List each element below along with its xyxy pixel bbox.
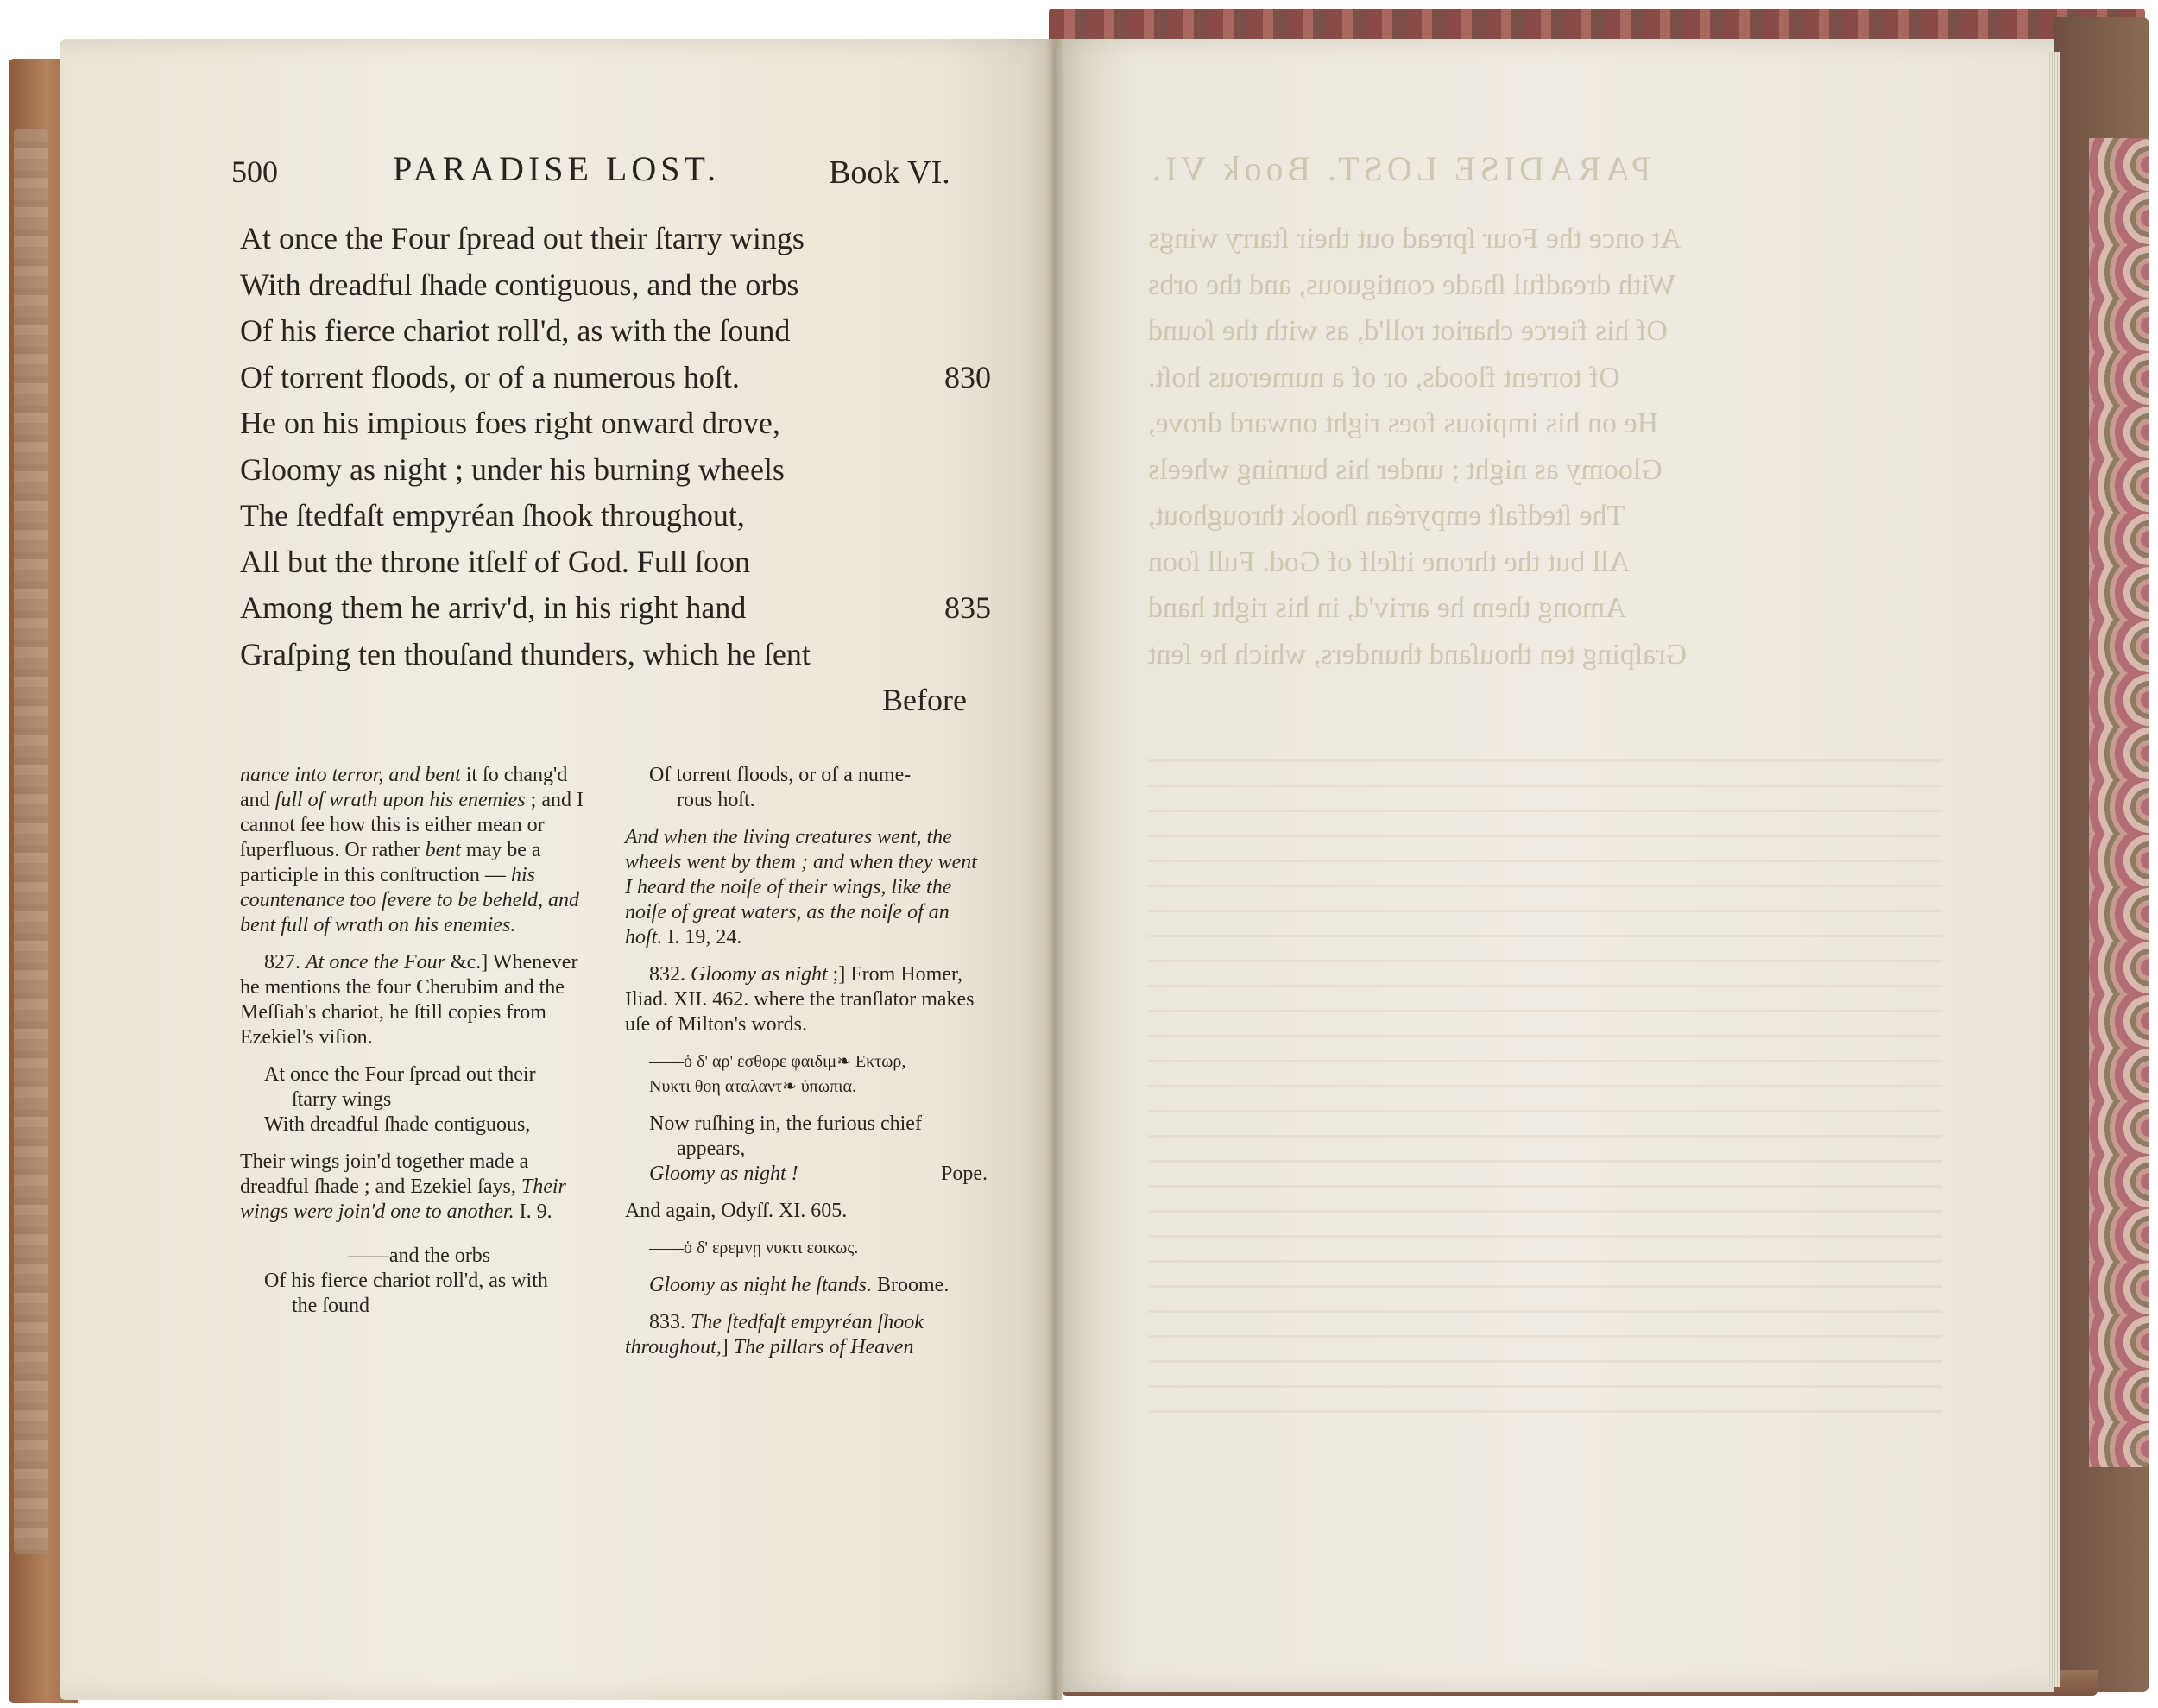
note-quotation: Now ruſhing in, the furious chief appears, Gloomy as night ! Pope. (649, 1112, 988, 1185)
note-paragraph: And again, Odyſſ. XI. 605. (625, 1200, 848, 1222)
notes-left-column (240, 763, 598, 1331)
note-833: 833. The ſtedfaſt empyréan ſhook throughout,] The pillars of Heaven (625, 1311, 924, 1358)
bleedthrough-title: PARADISE LOST. Book VI. (1148, 149, 1651, 188)
bleedthrough-notes (1148, 759, 1942, 1433)
page-number: 500 (231, 154, 278, 189)
note-paragraph: nance into terror, and bent it ſo chang'd and full of wrath upon his enemies ; and I cannot ſee how this is either mean or ſuperfluous. Or rather bent may be a participle in this conſtruction — his countenance too ſevere to be beheld, and bent full of wrath on his enemies. (240, 764, 584, 936)
line-number: 835 (944, 590, 991, 625)
note-quotation: Of torrent floods, or of a nume- rous hoſt. (649, 764, 912, 811)
book-number: Book VI. (829, 154, 950, 191)
bleedthrough-verse: At once the Four ſpread out their ſtarry wings With dreadful ſhade contiguous, and the orbs Of his fierce chariot roll'd, as with the ſound Of torrent floods, or of a numerous hoſt. He on his impious foes right onward drove, Gloomy as night ; under his burning wheels The ſtedfaſt empyréan ſhook throughout, All but the throne itſelf of God. Full ſoon Among them he arriv'd, in his right hand Graſping ten thouſand thunders, which he ſent (1148, 223, 1688, 671)
greek-quotation: ——ὁ δ' ερεμνῃ νυκτι εοικως. (649, 1238, 859, 1257)
line-number: 830 (944, 359, 991, 394)
book-gutter (1046, 39, 1063, 1700)
verse-line: Gloomy as night ; under his burning wheels (240, 451, 785, 487)
verse-line: With dreadful ſhade contiguous, and the orbs (240, 267, 799, 302)
verse-line: Of his fierce chariot roll'd, as with the ſound (240, 313, 791, 348)
right-cover-marbling (2089, 138, 2149, 1467)
verse-line: He on his impious foes right onward drove, (240, 406, 780, 440)
running-title: PARADISE LOST. (393, 149, 720, 188)
verse-line: Among them he arriv'd, in his right hand 835 (240, 585, 991, 632)
verse-line: All but the throne itſelf of God. Full ſoon (240, 544, 750, 579)
page-edges (2048, 52, 2060, 1687)
greek-quotation: ——ὁ δ' αρ' εσθορε φαιδιμ❧ Εκτωρ, Νυκτι θοη αταλαντ❧ ὑπωπια. (649, 1052, 906, 1096)
verse-line: Graſping ten thouſand thunders, which he ſent (240, 636, 811, 671)
verse-line: The ſtedfaſt empyréan ſhook throughout, (240, 498, 745, 533)
left-cover-marbling (14, 129, 48, 1554)
catchword: Before (882, 683, 967, 717)
verse-line: Of torrent floods, or of a numerous hoſt. 830 (240, 355, 991, 401)
note-827: 827. At once the Four &c.] Whenever he mentions the four Cherubim and the Meſſiah's chariot, he ſtill copies from Ezekiel's viſion. (240, 951, 578, 1049)
verse-block (240, 216, 991, 678)
verse-line: At once the Four ſpread out their ſtarry wings (240, 221, 805, 255)
note-832: 832. Gloomy as night ;] From Homer, Iliad. XII. 462. where the tranſlator makes uſe of Milton's words. (625, 963, 975, 1036)
notes-right-column (625, 763, 988, 1372)
note-paragraph: And when the living creatures went, the wheels went by them ; and when they went I heard the noiſe of their wings, like the noiſe of great waters, as the noiſe of an hoſt. I. 19, 24. (625, 826, 977, 949)
note-quotation: At once the Four ſpread out their ſtarry wings With dreadful ſhade contiguous, (264, 1063, 536, 1136)
note-quotation: ——and the orbs Of his fierce chariot roll'd, as with the ſound (264, 1245, 548, 1317)
note-paragraph: Their wings join'd together made a dreadful ſhade ; and Ezekiel ſays, Their wings were join'd one to another. I. 9. (240, 1150, 566, 1223)
note-quotation: Gloomy as night he ſtands. Broome. (649, 1274, 950, 1296)
